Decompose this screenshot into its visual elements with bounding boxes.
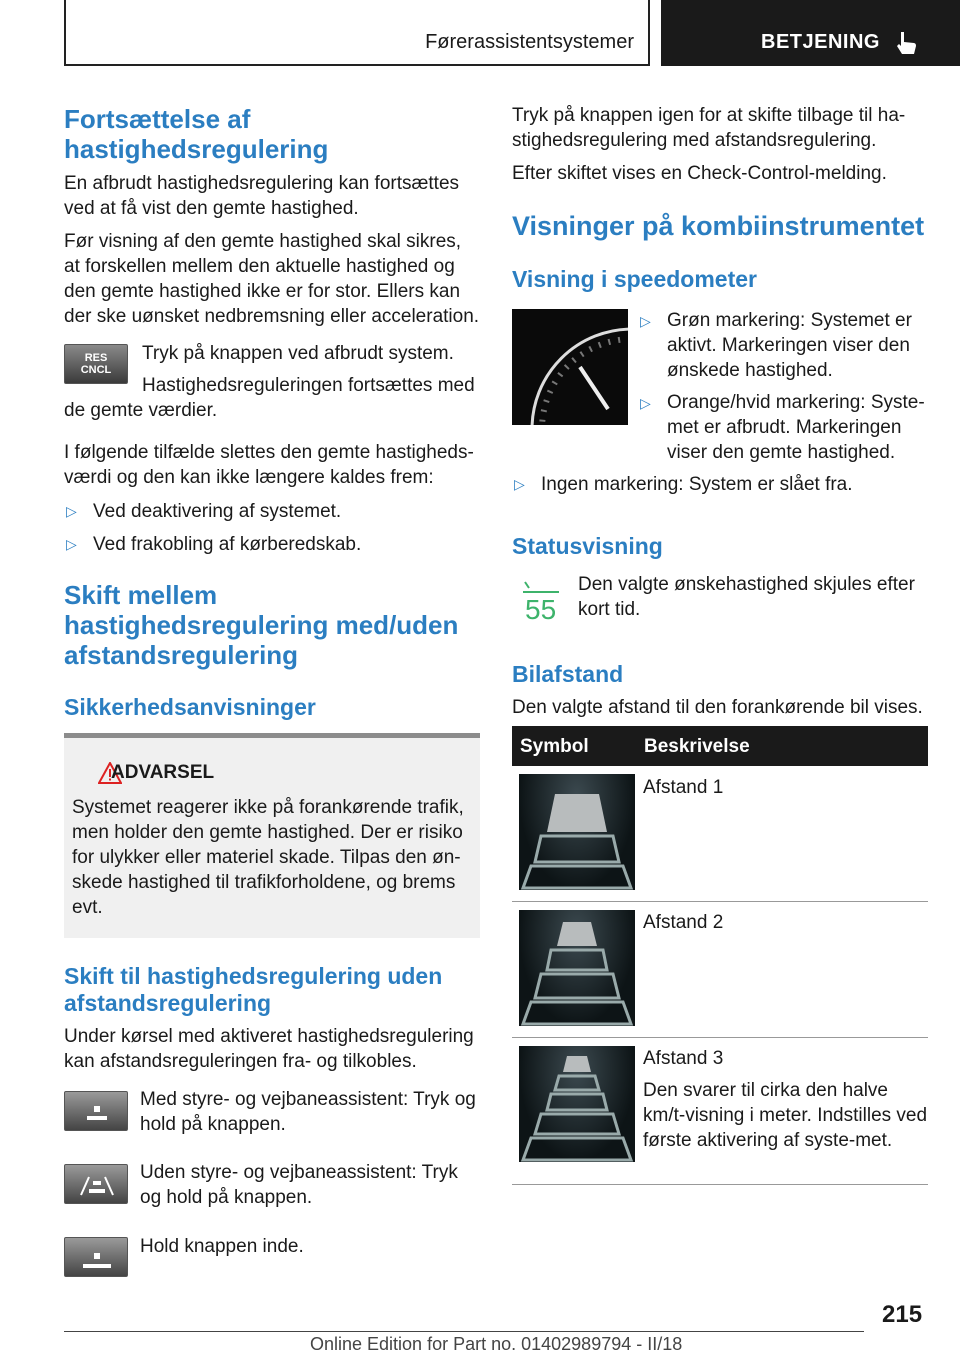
table-row-description: Den svarer til cirka den halve km/t-visning i meter. Indstilles ved første aktivering af syste-met. xyxy=(643,1080,928,1151)
table-row-label: Afstand 2 xyxy=(643,912,724,933)
paragraph-switch-info: Under kørsel med aktiveret hastighedsregulering kan afstandsreguleringen fra- og tilkobles. xyxy=(64,1026,474,1072)
bullet-green-marking: Grøn markering: Systemet er aktivt. Markeringen viser den ønskede hastighed. xyxy=(667,310,912,381)
distance-3-image xyxy=(519,1046,635,1162)
table-divider xyxy=(512,901,928,902)
status-speed-value: 55 xyxy=(525,594,557,625)
heading-continue: Fortsættelse af hastighedsregulering xyxy=(64,104,329,164)
paragraph-cases: I følgende tilfælde slettes den gemte hastigheds-værdi og den kan ikke længere kaldes frem: xyxy=(64,442,474,488)
paragraph-hold: Hold knappen inde. xyxy=(140,1236,304,1257)
res-label: RES xyxy=(84,352,108,364)
heading-switch-to: Skift til hastighedsregulering uden afstandsregulering xyxy=(64,963,443,1016)
heading-status: Statusvisning xyxy=(512,533,663,559)
bullet-orange-marking: Orange/hvid markering: Syste-met er afbrudt. Markeringen viser den gemte hastighed. xyxy=(667,392,925,463)
distance-lanes-icon xyxy=(65,1165,129,1205)
paragraph-press-button: Tryk på knappen ved afbrudt system. xyxy=(142,343,454,364)
hold-button-image xyxy=(64,1237,128,1277)
paragraph-continue-intro: En afbrudt hastighedsregulering kan fortsættes ved at få vist den gemte hastighed. xyxy=(64,173,460,219)
bullet-triangle-icon: ▷ xyxy=(640,395,651,411)
heading-switch: Skift mellem hastighedsregulering med/uden afstandsregulering xyxy=(64,580,459,670)
paragraph-distance: Den valgte afstand til den forankørende bil vises. xyxy=(512,697,923,718)
distance-icon xyxy=(65,1092,129,1132)
table-row-label: Afstand 1 xyxy=(643,777,724,798)
bullet-item: Ved frakobling af kørberedskab. xyxy=(93,534,362,555)
warning-text: Systemet reagerer ikke på forankørende trafik, men holder den gemte hastighed. Der er risiko for ulykker eller materiel skade. Tilpas den øn-skede hastighed til trafikforholdene, og brems evt. xyxy=(72,797,464,918)
header-section-box xyxy=(64,0,650,66)
speedometer-image xyxy=(512,309,628,425)
table-divider xyxy=(512,1184,928,1185)
cncl-label: CNCL xyxy=(80,364,112,376)
page-number: 215 xyxy=(882,1301,923,1328)
heading-speedometer: Visning i speedometer xyxy=(512,266,757,292)
warning-box xyxy=(64,733,480,938)
bullet-triangle-icon: ▷ xyxy=(514,476,525,492)
heading-safety: Sikkerhedsanvisninger xyxy=(64,694,316,720)
header-section-title: Førerassistentsystemer xyxy=(425,31,634,53)
hand-pointer-icon xyxy=(893,30,919,56)
table-col-description: Beskrivelse xyxy=(644,736,750,757)
footer-edition: Online Edition for Part no. 01402989794 - II/18 xyxy=(310,1334,683,1354)
status-speed-icon xyxy=(519,578,563,628)
lane-assist-button-image xyxy=(64,1091,128,1131)
bullet-triangle-icon: ▷ xyxy=(66,536,77,552)
distance-1-image xyxy=(519,774,635,890)
distance-2-image xyxy=(519,910,635,1026)
no-assist-button-image xyxy=(64,1164,128,1204)
paragraph-with-assist: Med styre- og vejbaneassistent: Tryk og hold på knappen. xyxy=(140,1089,476,1135)
warning-title: ADVARSEL xyxy=(111,762,215,783)
bullet-triangle-icon: ▷ xyxy=(66,503,77,519)
table-col-symbol: Symbol xyxy=(520,736,589,757)
paragraph-switch-back: Tryk på knappen igen for at skifte tilbage til ha-stighedsregulering med afstandsregulering. xyxy=(512,105,906,151)
paragraph-status: Den valgte ønskehastighed skjules efter kort tid. xyxy=(578,574,915,620)
footer-divider xyxy=(64,1331,864,1332)
heading-distance: Bilafstand xyxy=(512,661,624,687)
heading-views: Visninger på kombiinstrumentet xyxy=(512,211,925,241)
bullet-no-marking: Ingen markering: System er slået fra. xyxy=(541,474,853,495)
paragraph-continue-check: Før visning af den gemte hastighed skal sikres, at forskellen mellem den aktuelle hastighed og den gemte hastighed ikke er for stor. Ellers kan der ske uønsket nedbremsning eller acceleration. xyxy=(64,231,480,327)
paragraph-check-control: Efter skiftet vises en Check-Control-melding. xyxy=(512,163,887,184)
header-chapter-title: BETJENING xyxy=(761,31,880,53)
table-header xyxy=(512,726,928,766)
distance-icon xyxy=(65,1238,129,1278)
table-divider xyxy=(512,1037,928,1038)
table-row-label: Afstand 3 xyxy=(643,1048,724,1069)
paragraph-without-assist: Uden styre- og vejbaneassistent: Tryk og hold på knappen. xyxy=(140,1162,458,1208)
header-chapter-box xyxy=(661,0,960,66)
bullet-triangle-icon: ▷ xyxy=(640,313,651,329)
bullet-item: Ved deaktivering af systemet. xyxy=(93,501,342,522)
paragraph-resume: Hastighedsreguleringen fortsættes med de gemte værdier. xyxy=(64,375,475,421)
